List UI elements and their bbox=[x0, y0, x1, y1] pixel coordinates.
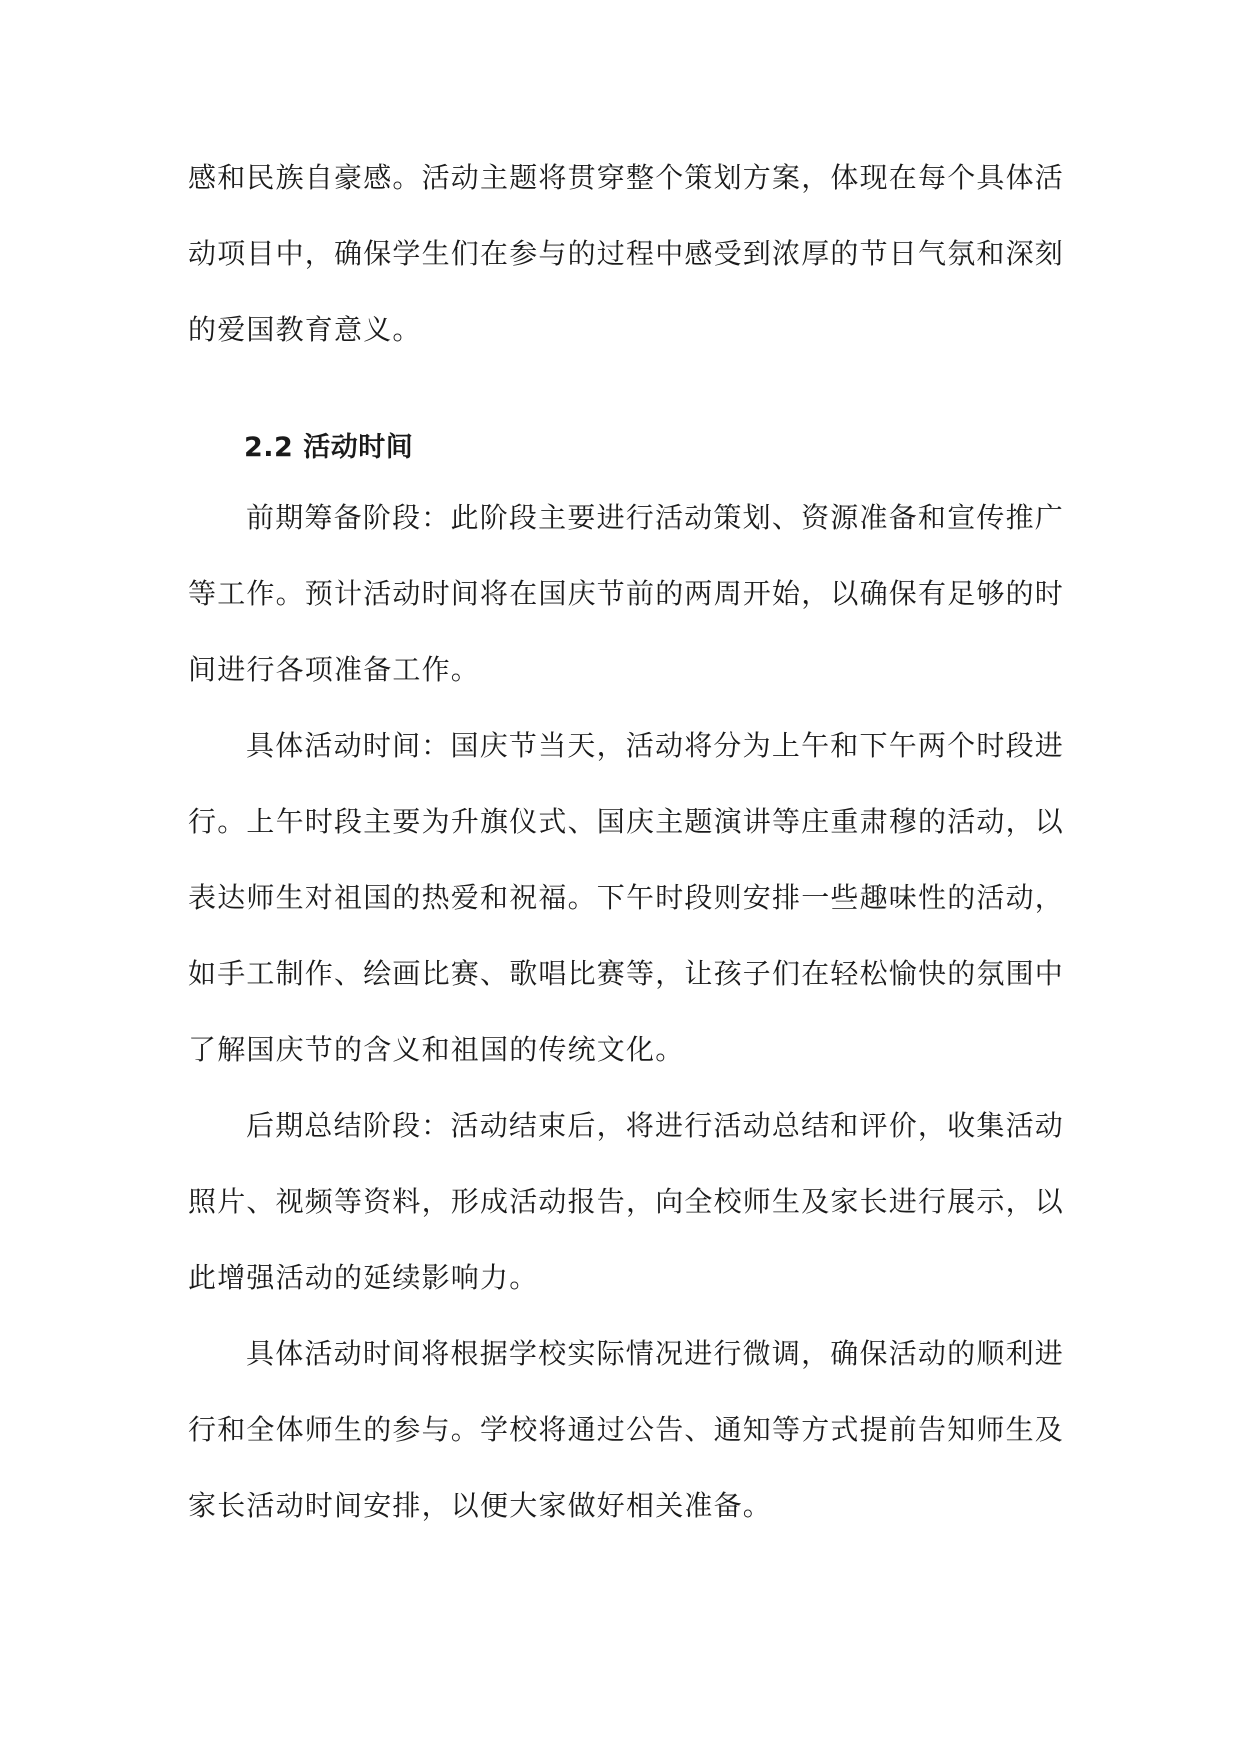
paragraph-event-schedule: 具体活动时间：国庆节当天，活动将分为上午和下午两个时段进行。上午时段主要为升旗仪式、国庆主题演讲等庄重肃穆的活动，以表达师生对祖国的热爱和祝福。下午时段则安排一些趣味性的活动，如手工制作、绘画比赛、歌唱比赛等，让孩子们在轻松愉快的氛围中了解国庆节的含义和祖国的传统文化。 bbox=[188, 729, 1065, 1066]
paragraph-summary-phase: 后期总结阶段：活动结束后，将进行活动总结和评价，收集活动照片、视频等资料，形成活动报告，向全校师生及家长进行展示，以此增强活动的延续影响力。 bbox=[188, 1109, 1065, 1294]
paragraph-adjustment-note: 具体活动时间将根据学校实际情况进行微调，确保活动的顺利进行和全体师生的参与。学校将通过公告、通知等方式提前告知师生及家长活动时间安排，以便大家做好相关准备。 bbox=[188, 1337, 1065, 1522]
document-body bbox=[188, 140, 1064, 1544]
paragraph-preparation-phase: 前期筹备阶段：此阶段主要进行活动策划、资源准备和宣传推广等工作。预计活动时间将在国庆节前的两周开始，以确保有足够的时间进行各项准备工作。 bbox=[188, 501, 1065, 686]
continuation-paragraph: 感和民族自豪感。活动主题将贯穿整个策划方案，体现在每个具体活动项目中，确保学生们在参与的过程中感受到浓厚的节日气氛和深刻的爱国教育意义。 bbox=[188, 161, 1065, 346]
section-heading: 2.2 活动时间 bbox=[244, 432, 414, 463]
